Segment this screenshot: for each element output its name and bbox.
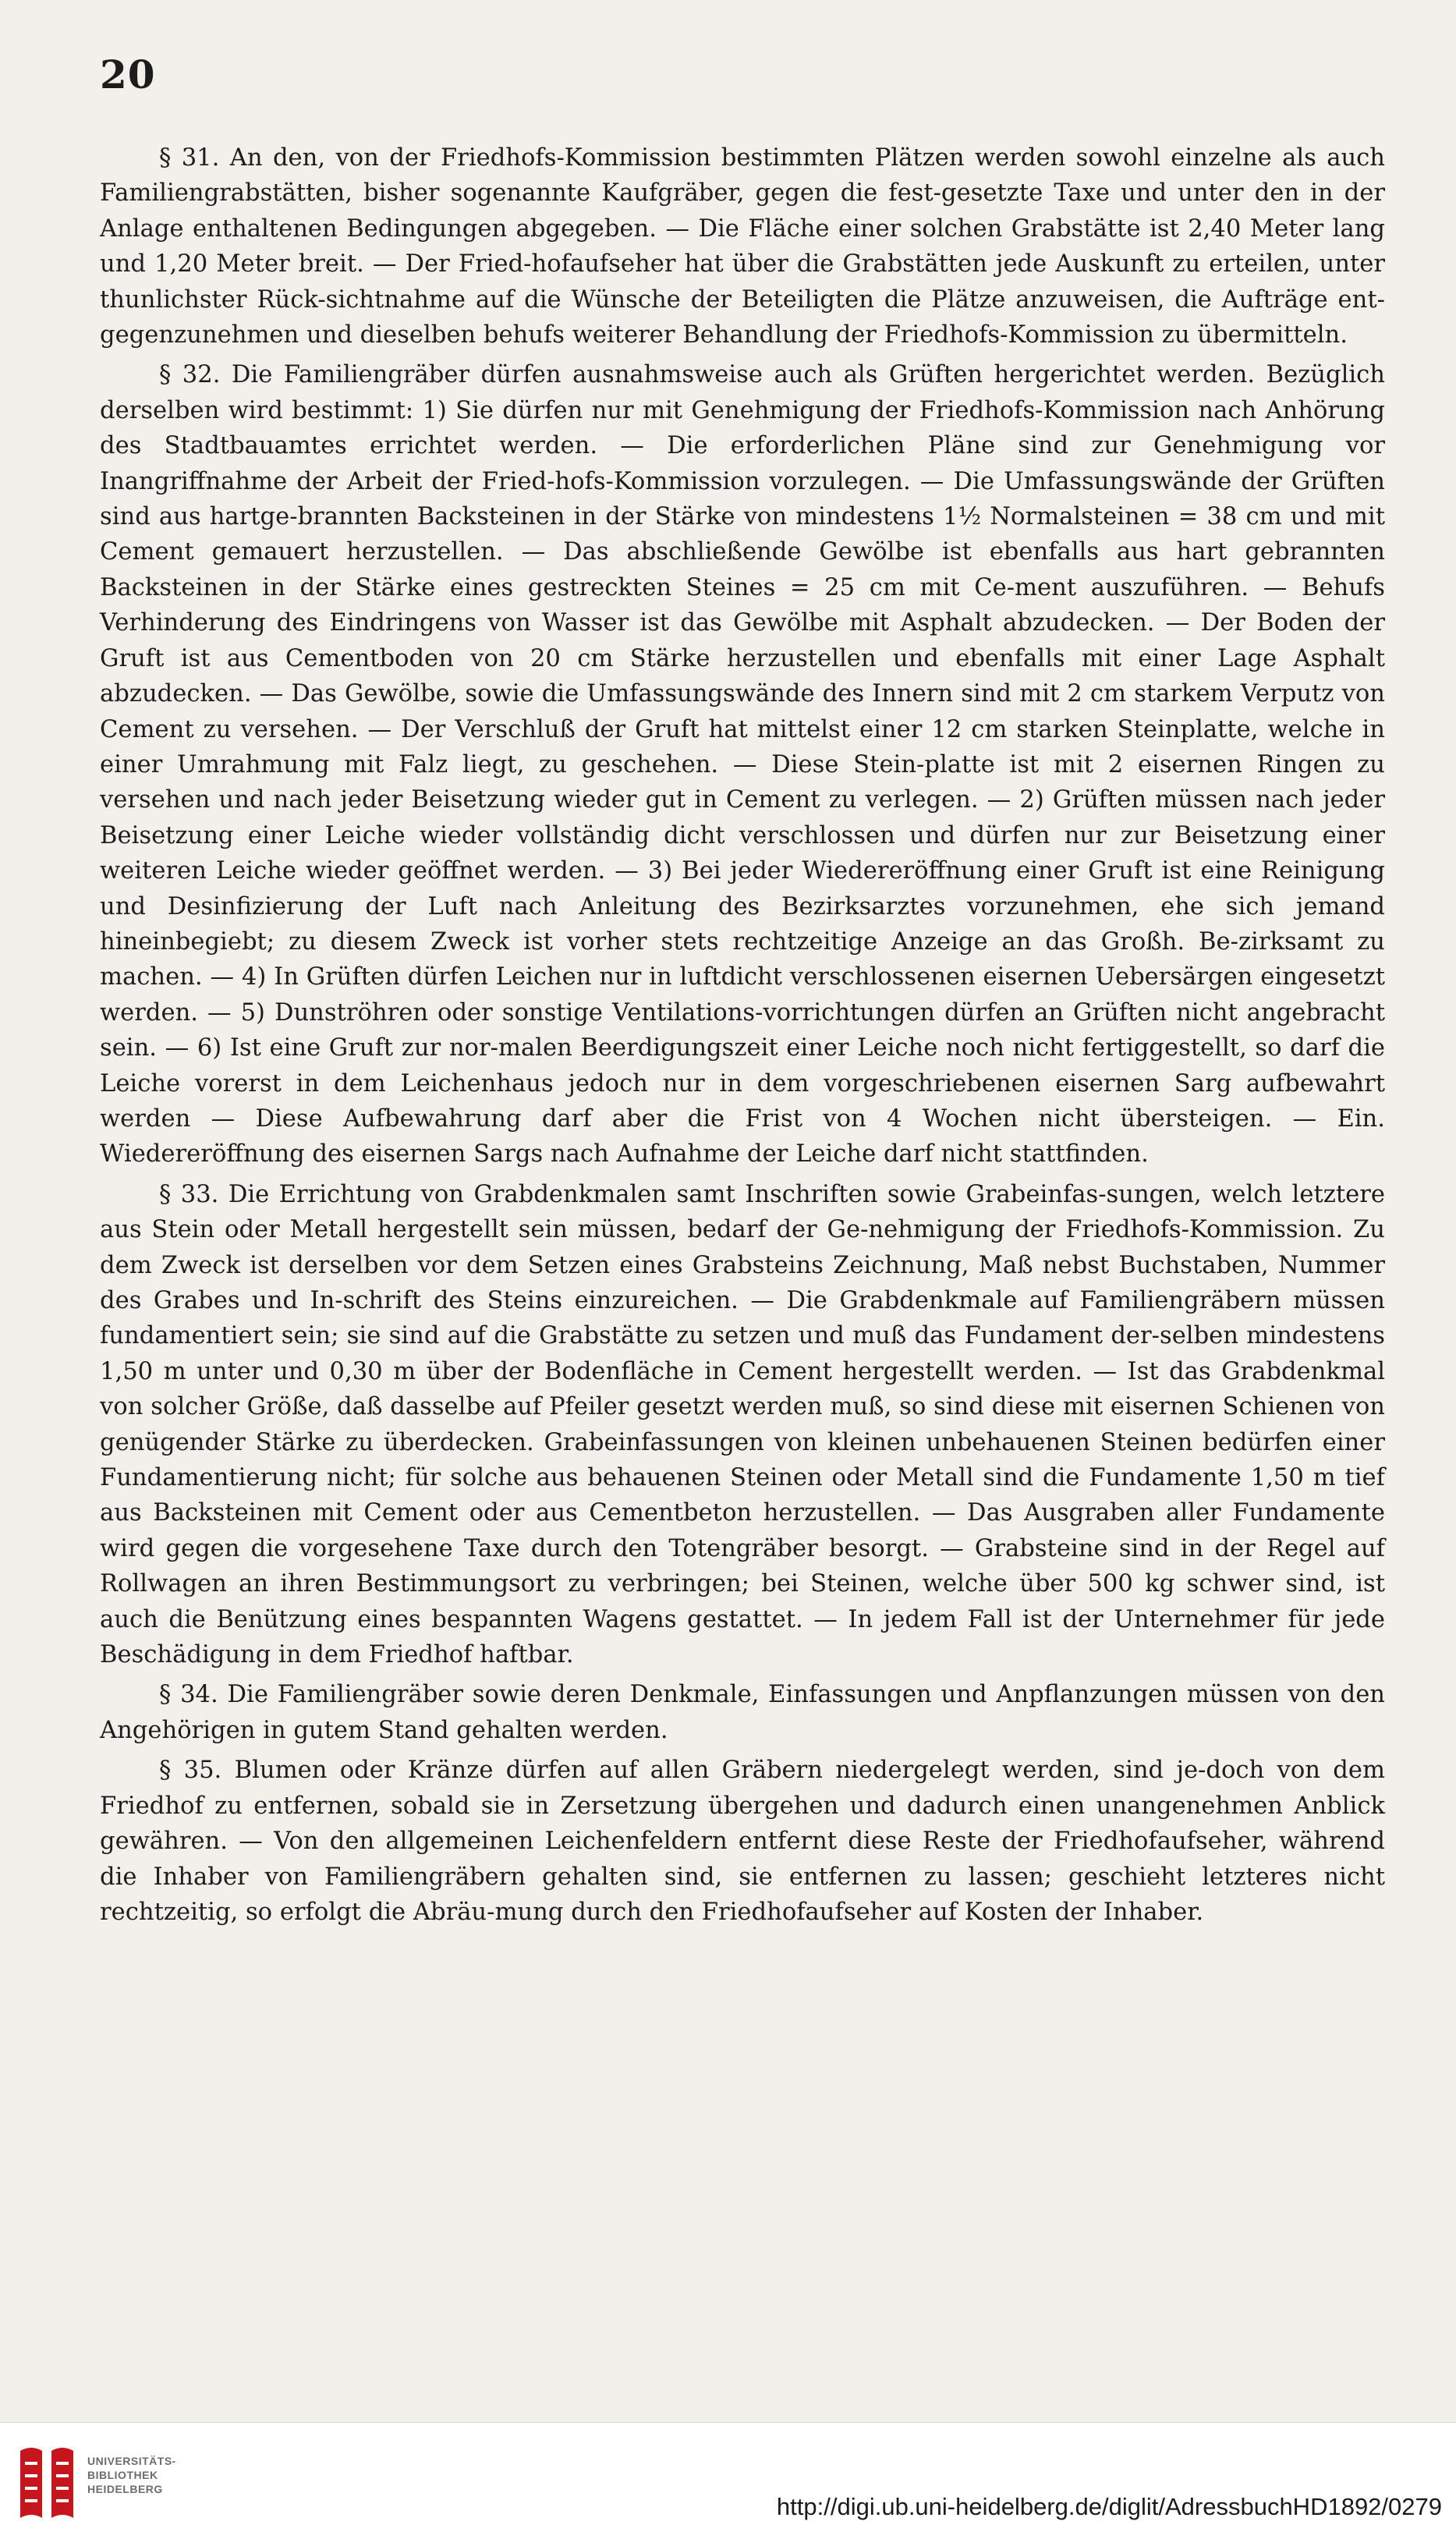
- page-number: 20: [100, 51, 156, 98]
- source-url-link[interactable]: http://digi.ub.uni-heidelberg.de/diglit/AdressbuchHD1892/0279: [776, 2493, 1442, 2520]
- library-name: [87, 2454, 176, 2496]
- university-library-logo-icon: [16, 2443, 78, 2524]
- body-text: [100, 140, 1385, 1934]
- footer-bar: [0, 2422, 1456, 2546]
- paragraph-section-31: § 31. An den, von der Friedhofs-Kommission bestimmten Plätzen werden sowohl einzelne als auch Familiengrabstätten, bisher sogenannte Kaufgräber, gegen die fest-gesetzte Taxe und unter den in der Anlage enthaltenen Bedingungen abgegeben. — Die Fläche einer solchen Grabstätte ist 2,40 Meter lang und 1,20 Meter breit. — Der Fried-hofaufseher hat über die Grabstätten jede Auskunft zu erteilen, unter thunlichster Rück-sichtnahme auf die Wünsche der Beteiligten die Plätze anzuweisen, die Aufträge ent-gegenzunehmen und dieselben behufs weiterer Behandlung der Friedhofs-Kommission zu übermitteln.: [100, 144, 1385, 349]
- library-name-line-3: HEIDELBERG: [87, 2483, 163, 2495]
- paragraph-section-32: § 32. Die Familiengräber dürfen ausnahmsweise auch als Grüften hergerichtet werden. Bezüglich derselben wird bestimmt: 1) Sie dürfen nur mit Genehmigung der Friedhofs-Kommission nach Anhörung des Stadtbauamtes errichtet werden. — Die erforderlichen Pläne sind zur Genehmigung vor Inangriffnahme der Arbeit der Fried-hofs-Kommission vorzulegen. — Die Umfassungswände der Grüften sind aus hartge-brannten Backsteinen in der Stärke von mindestens 1½ Normalsteinen = 38 cm und mit Cement gemauert herzustellen. — Das abschließende Gewölbe ist ebenfalls aus hart gebrannten Backsteinen in der Stärke eines gestreckten Steines = 25 cm mit Ce-ment auszuführen. — Behufs Verhinderung des Eindringens von Wasser ist das Gewölbe mit Asphalt abzudecken. — Der Boden der Gruft ist aus Cementboden von 20 cm Stärke herzustellen und ebenfalls mit einer Lage Asphalt abzudecken. — Das Gewölbe, sowie die Umfassungswände des Innern sind mit 2 cm starkem Verputz von Cement zu versehen. — Der Verschluß der Gruft hat mittelst einer 12 cm starken Steinplatte, welche in einer Umrahmung mit Falz liegt, zu geschehen. — Diese Stein-platte ist mit 2 eisernen Ringen zu versehen und nach jeder Beisetzung wieder gut in Cement zu verlegen. — 2) Grüften müssen nach jeder Beisetzung einer Leiche wieder vollständig dicht verschlossen und dürfen nur zur Beisetzung einer weiteren Leiche wieder geöffnet werden. — 3) Bei jeder Wiedereröffnung einer Gruft ist eine Reinigung und Desinfizierung der Luft nach Anleitung des Bezirksarztes vorzunehmen, ehe sich jemand hineinbegiebt; zu diesem Zweck ist vorher stets rechtzeitige Anzeige an das Großh. Be-zirksamt zu machen. — 4) In Grüften dürfen Leichen nur in luftdicht verschlossenen eisernen Uebersärgen eingesetzt werden. — 5) Dunströhren oder sonstige Ventilations-vorrichtungen dürfen an Grüften nicht angebracht sein. — 6) Ist eine Gruft zur nor-malen Beerdigungszeit einer Leiche noch nicht fertiggestellt, so darf die Leiche vorerst in dem Leichenhaus jedoch nur in dem vorgeschriebenen eisernen Sarg aufbewahrt werden — Diese Aufbewahrung darf aber die Frist von 4 Wochen nicht übersteigen. — Ein. Wiedereröffnung des eisernen Sargs nach Aufnahme der Leiche darf nicht stattfinden.: [100, 361, 1385, 1168]
- library-name-line-1: UNIVERSITÄTS-: [87, 2455, 176, 2467]
- library-name-line-2: BIBLIOTHEK: [87, 2469, 158, 2481]
- paragraph-section-33: § 33. Die Errichtung von Grabdenkmalen samt Inschriften sowie Grabeinfas-sungen, welch letztere aus Stein oder Metall hergestellt sein müssen, bedarf der Ge-nehmigung der Friedhofs-Kommission. Zu dem Zweck ist derselben vor dem Setzen eines Grabsteins Zeichnung, Maß nebst Buchstaben, Nummer des Grabes und In-schrift des Steins einzureichen. — Die Grabdenkmale auf Familiengräbern müssen fundamentiert sein; sie sind auf die Grabstätte zu setzen und muß das Fundament der-selben mindestens 1,50 m unter und 0,30 m über der Bodenfläche in Cement hergestellt werden. — Ist das Grabdenkmal von solcher Größe, daß dasselbe auf Pfeiler gesetzt werden muß, so sind diese mit eisernen Schienen von genügender Stärke zu überdecken. Grabeinfassungen von kleinen unbehauenen Steinen bedürfen einer Fundamentierung nicht; für solche aus behauenen Steinen oder Metall sind die Fundamente 1,50 m tief aus Backsteinen mit Cement oder aus Cementbeton herzustellen. — Das Ausgraben aller Fundamente wird gegen die vorgesehene Taxe durch den Totengräber besorgt. — Grabsteine sind in der Regel auf Rollwagen an ihren Bestimmungsort zu verbringen; bei Steinen, welche über 500 kg schwer sind, ist auch die Benützung eines bespannten Wagens gestattet. — In jedem Fall ist der Unternehmer für jede Beschädigung in dem Friedhof haftbar.: [100, 1180, 1385, 1669]
- paragraph-section-34: § 34. Die Familiengräber sowie deren Denkmale, Einfassungen und Anpflanzungen müssen von den Angehörigen in gutem Stand gehalten werden.: [100, 1681, 1385, 1744]
- paragraph-section-35: § 35. Blumen oder Kränze dürfen auf allen Gräbern niedergelegt werden, sind je-doch von dem Friedhof zu entfernen, sobald sie in Zersetzung übergehen und dadurch einen unangenehmen Anblick gewähren. — Von den allgemeinen Leichenfeldern entfernt diese Reste der Friedhofaufseher, während die Inhaber von Familiengräbern gehalten sind, sie entfernen zu lassen; geschieht letzteres nicht rechtzeitig, so erfolgt die Abräu-mung durch den Friedhofaufseher auf Kosten der Inhaber.: [100, 1757, 1385, 1926]
- library-logo[interactable]: [16, 2441, 187, 2527]
